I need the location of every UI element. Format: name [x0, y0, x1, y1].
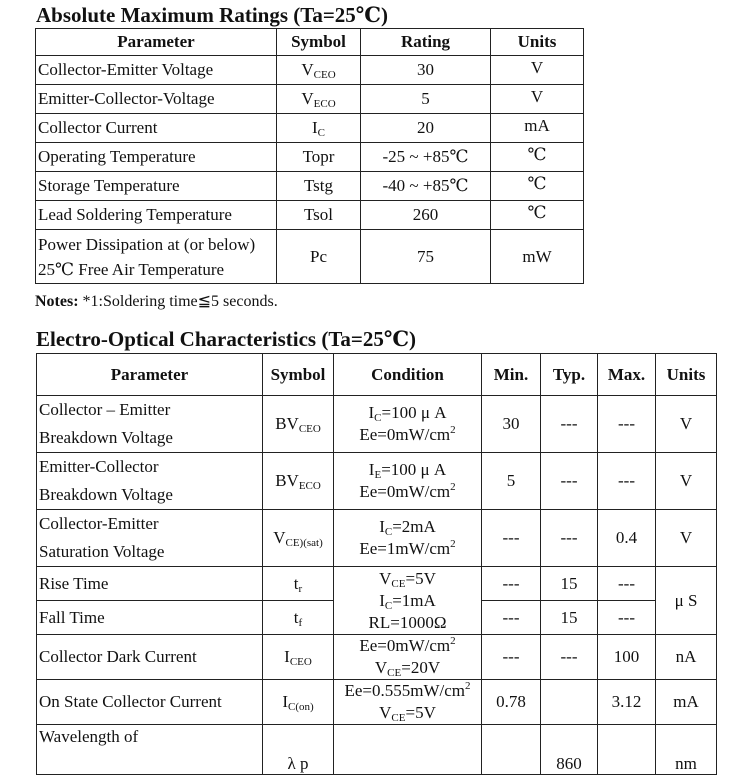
table-row — [37, 453, 717, 510]
param-cell: Emitter-Collector Breakdown Voltage — [37, 453, 263, 510]
table-row — [36, 85, 584, 114]
max-cell: 0.4 — [598, 510, 656, 567]
header-condition: Condition — [334, 354, 482, 396]
max-cell: --- — [598, 567, 656, 601]
table-row — [36, 56, 584, 85]
header-max: Max. — [598, 354, 656, 396]
condition-cell: $I_C=2mA$ $Ee=1mW/cm^2$ — [334, 510, 482, 567]
electro-optical-table — [36, 353, 717, 775]
symbol-cell: $t_f$ — [263, 601, 334, 635]
header-parameter: Parameter — [37, 354, 263, 396]
symbol-cell: $V_{CE)(sat)}$ — [263, 510, 334, 567]
header-min: Min. — [482, 354, 541, 396]
param-cell: Lead Soldering Temperature — [36, 201, 277, 230]
typ-cell — [541, 680, 598, 725]
max-cell: 3.12 — [598, 680, 656, 725]
symbol-cell: $t_r$ — [263, 567, 334, 601]
unit-cell: ℃ — [491, 172, 584, 201]
param-cell: Collector – Emitter Breakdown Voltage — [37, 396, 263, 453]
min-cell: --- — [482, 635, 541, 680]
min-cell: --- — [482, 567, 541, 601]
notes-text: *1:Soldering time≦5 seconds. — [78, 293, 278, 310]
symbol-cell: $I_{C(on)}$ — [263, 680, 334, 725]
min-cell: 0.78 — [482, 680, 541, 725]
table-row — [36, 201, 584, 230]
notes — [35, 291, 278, 311]
param-cell: Collector-Emitter Saturation Voltage — [37, 510, 263, 567]
min-cell: --- — [482, 601, 541, 635]
table-row — [36, 143, 584, 172]
typ-cell: --- — [541, 635, 598, 680]
table-row — [36, 172, 584, 201]
min-cell: --- — [482, 510, 541, 567]
max-cell: 100 — [598, 635, 656, 680]
rating-cell: -40 ~ +85℃ — [361, 172, 491, 201]
unit-cell: mW — [491, 230, 584, 284]
header-units: Units — [491, 29, 584, 56]
param-cell: Storage Temperature — [36, 172, 277, 201]
condition-cell: $Ee=0.555mW/cm^2$ $V_{CE}=5V$ — [334, 680, 482, 725]
param-cell: Collector Dark Current — [37, 635, 263, 680]
eoc-title: Electro-Optical Characteristics (Ta=25℃) — [36, 327, 417, 351]
symbol-cell: $I_{CEO}$ — [263, 635, 334, 680]
condition-cell: $I_C=100$ μ A $Ee=0mW/cm^2$ — [334, 396, 482, 453]
rating-cell: 30 — [361, 56, 491, 85]
min-cell: 5 — [482, 453, 541, 510]
typ-cell: 860 — [541, 725, 598, 775]
typ-cell: --- — [541, 510, 598, 567]
typ-cell: --- — [541, 396, 598, 453]
symbol-cell: Topr — [277, 143, 361, 172]
symbol-cell: $V_{ECO}$ — [277, 85, 361, 114]
unit-cell: μ S — [656, 567, 717, 635]
param-cell: Wavelength of — [37, 725, 263, 775]
table-row — [37, 396, 717, 453]
param-cell: Rise Time — [37, 567, 263, 601]
param-cell: On State Collector Current — [37, 680, 263, 725]
table-row — [37, 680, 717, 725]
symbol-cell: Tsol — [277, 201, 361, 230]
symbol-cell: $V_{CEO}$ — [277, 56, 361, 85]
unit-cell: V — [491, 85, 584, 114]
condition-cell: $I_E=100$ μ A $Ee=0mW/cm^2$ — [334, 453, 482, 510]
unit-cell: V — [656, 396, 717, 453]
unit-cell: nA — [656, 635, 717, 680]
header-typ: Typ. — [541, 354, 598, 396]
param-cell: Emitter-Collector-Voltage — [36, 85, 277, 114]
unit-cell: mA — [656, 680, 717, 725]
header-symbol: Symbol — [263, 354, 334, 396]
max-cell: --- — [598, 601, 656, 635]
rating-cell: 75 — [361, 230, 491, 284]
symbol-cell: Tstg — [277, 172, 361, 201]
typ-cell: 15 — [541, 567, 598, 601]
symbol-cell: λ p — [263, 725, 334, 775]
condition-cell: $V_{CE}=5V$ $I_C=1mA$ RL=1000Ω — [334, 567, 482, 635]
unit-cell: ℃ — [491, 201, 584, 230]
table-row — [37, 567, 717, 601]
unit-cell: V — [656, 510, 717, 567]
unit-cell: V — [656, 453, 717, 510]
table-header-row — [37, 354, 717, 396]
amr-title: Absolute Maximum Ratings (Ta=25℃) — [36, 3, 388, 27]
table-row — [36, 114, 584, 143]
max-cell — [598, 725, 656, 775]
table-row — [36, 230, 584, 284]
min-cell: 30 — [482, 396, 541, 453]
param-cell: Fall Time — [37, 601, 263, 635]
typ-cell: --- — [541, 453, 598, 510]
unit-cell: nm — [656, 725, 717, 775]
header-parameter: Parameter — [36, 29, 277, 56]
header-rating: Rating — [361, 29, 491, 56]
param-cell: Collector Current — [36, 114, 277, 143]
header-units: Units — [656, 354, 717, 396]
rating-cell: 260 — [361, 201, 491, 230]
notes-label: Notes: — [35, 293, 79, 310]
table-row — [37, 510, 717, 567]
table-row — [37, 635, 717, 680]
min-cell — [482, 725, 541, 775]
max-cell: --- — [598, 396, 656, 453]
rating-cell: 5 — [361, 85, 491, 114]
unit-cell: V — [491, 56, 584, 85]
param-cell: Collector-Emitter Voltage — [36, 56, 277, 85]
param-cell: Operating Temperature — [36, 143, 277, 172]
header-symbol: Symbol — [277, 29, 361, 56]
table-row — [37, 725, 717, 775]
symbol-cell: $BV_{CEO}$ — [263, 396, 334, 453]
symbol-cell: Pc — [277, 230, 361, 284]
unit-cell: ℃ — [491, 143, 584, 172]
symbol-cell: $BV_{ECO}$ — [263, 453, 334, 510]
symbol-cell: $I_C$ — [277, 114, 361, 143]
condition-cell — [334, 725, 482, 775]
max-cell: --- — [598, 453, 656, 510]
rating-cell: -25 ~ +85℃ — [361, 143, 491, 172]
param-cell: Power Dissipation at (or below) 25℃ Free Air Temperature — [36, 230, 277, 284]
table-header-row — [36, 29, 584, 56]
condition-cell: $Ee=0mW/cm^2$ $V_{CE}=20V$ — [334, 635, 482, 680]
absolute-max-ratings-table — [35, 28, 584, 284]
typ-cell: 15 — [541, 601, 598, 635]
rating-cell: 20 — [361, 114, 491, 143]
unit-cell: mA — [491, 114, 584, 143]
